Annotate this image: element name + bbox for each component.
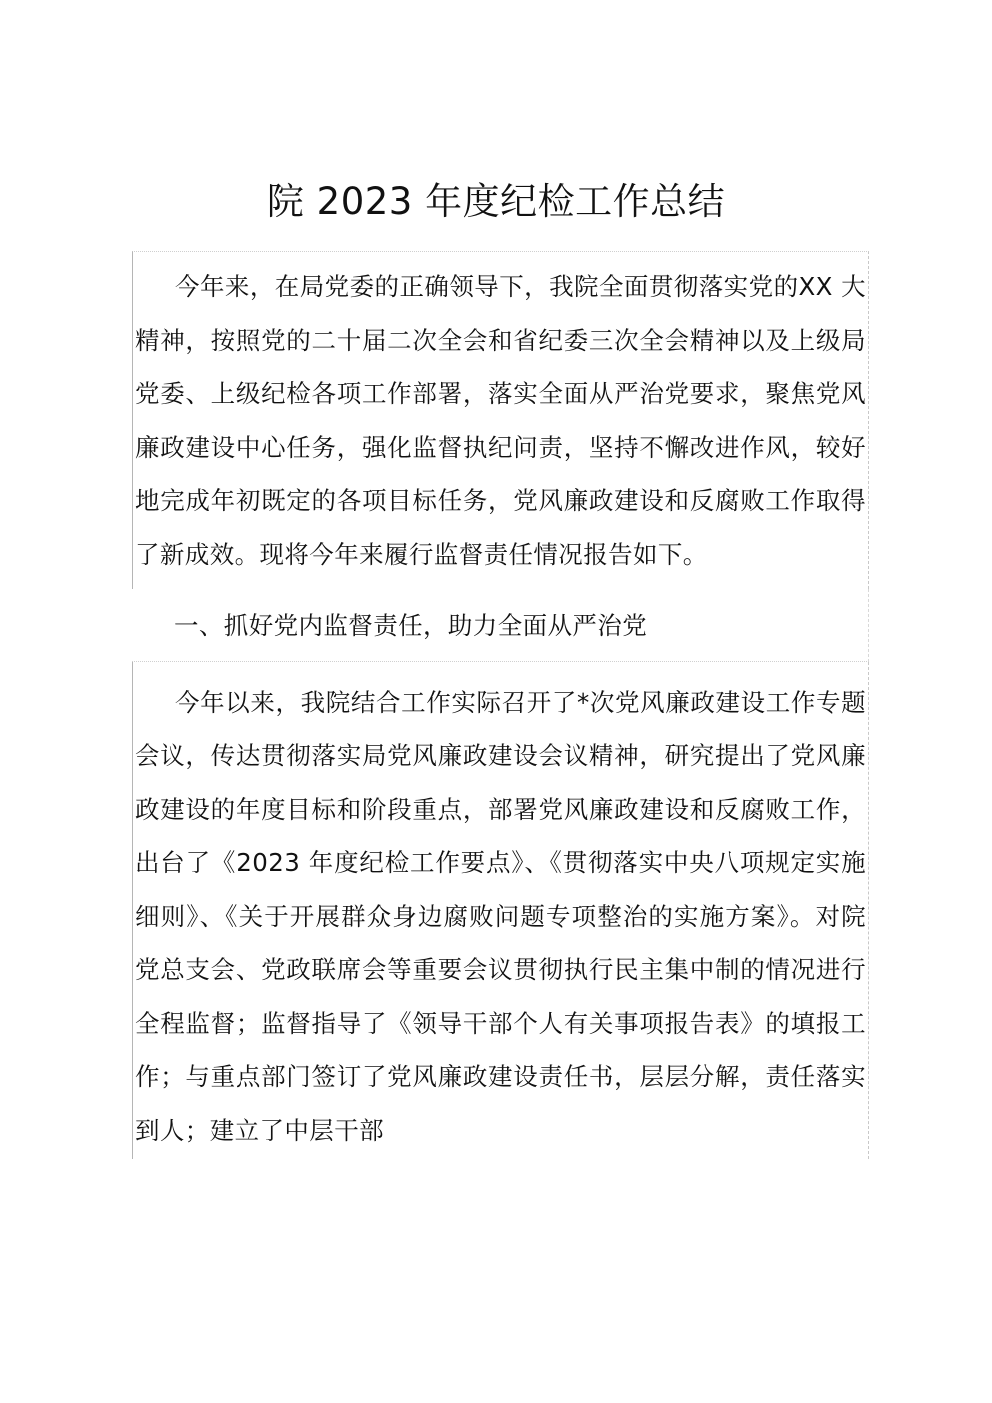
intro-block <box>132 251 869 589</box>
page-title: 院 2023 年度纪检工作总结 <box>266 180 726 223</box>
section-heading-1: 一、抓好党内监督责任，助力全面从严治党 <box>174 611 648 640</box>
intro-paragraph: 今年来，在局党委的正确领导下，我院全面贯彻落实党的XX 大精神，按照党的二十届二次全会和省纪委三次全会精神以及上级局党委、上级纪检各项工作部署，落实全面从严治党要求，聚焦党风廉政建设中心任务，强化监督执纪问责，坚持不懈改进作风，较好地完成年初既定的各项目标任务，党风廉政建设和反腐败工作取得了新成效。现将今年来履行监督责任情况报告如下。 <box>135 272 866 569</box>
section-1-paragraph: 今年以来，我院结合工作实际召开了*次党风廉政建设工作专题会议，传达贯彻落实局党风廉政建设会议精神，研究提出了党风廉政建设的年度目标和阶段重点，部署党风廉政建设和反腐败工作，出台了《2023 年度纪检工作要点》、《贯彻落实中央八项规定实施细则》、《关于开展群众身边腐败问题专项整治的实施方案》。对院党总支会、党政联席会等重要会议贯彻执行民主集中制的情况进行全程监督；监督指导了《领导干部个人有关事项报告表》的填报工作；与重点部门签订了党风廉政建设责任书，层层分解，责任落实到人；建立了中层干部 <box>135 687 866 1145</box>
document-body <box>132 251 869 1159</box>
section-heading-block <box>132 589 869 662</box>
section-1-block <box>132 662 869 1160</box>
